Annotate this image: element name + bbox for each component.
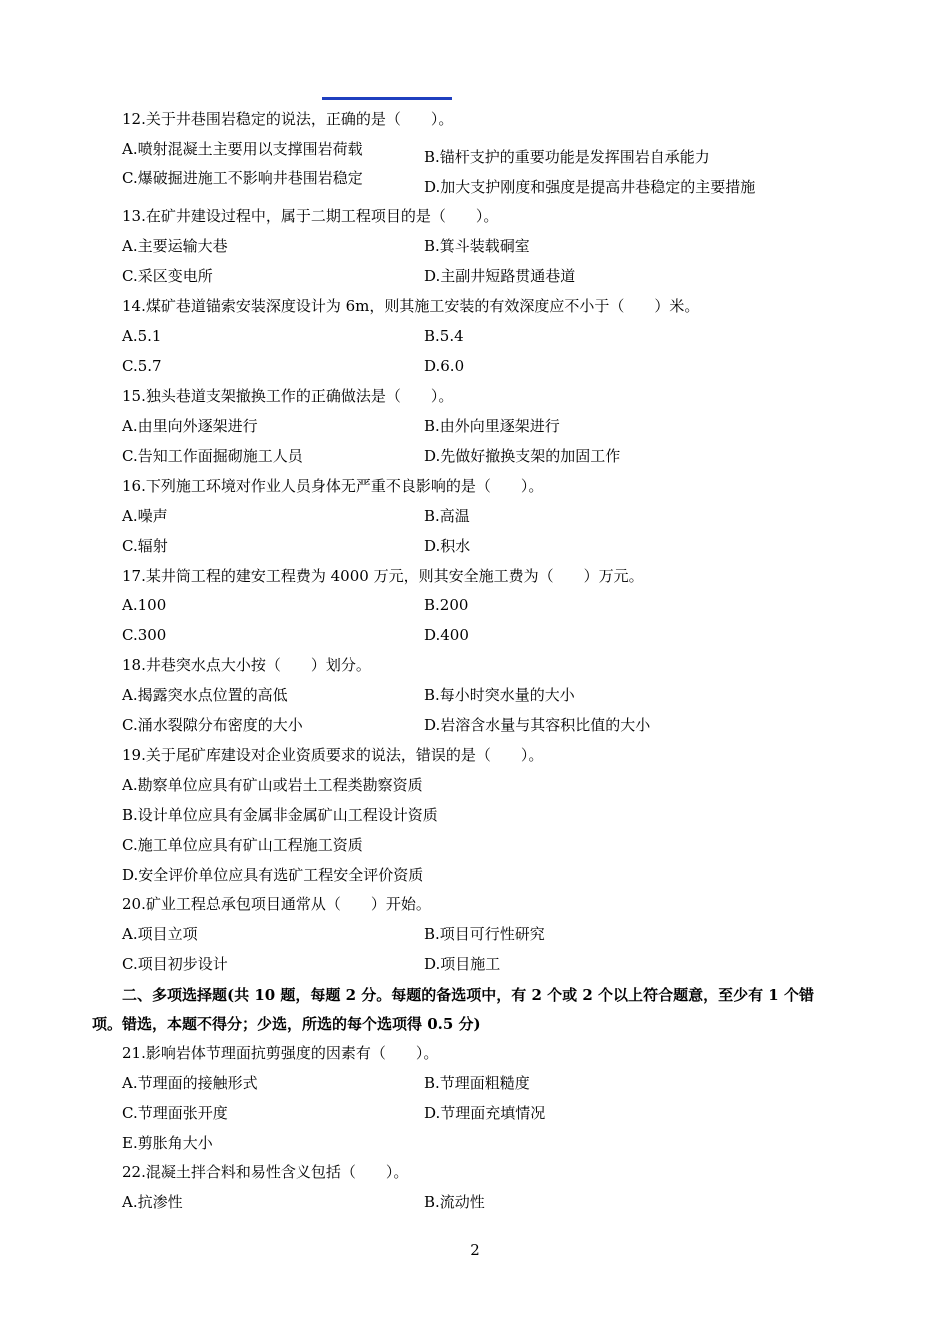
question-16-option-d: D.积水 [424,537,471,555]
question-14-option-b: B.5.4 [424,327,464,345]
question-21-option-b: B.节理面粗糙度 [424,1074,530,1092]
question-17-option-b: B.200 [424,596,469,614]
question-12-stem: 12.关于井巷围岩稳定的说法，正确的是（ ）。 [122,110,454,128]
page-number: 2 [470,1241,480,1259]
question-22-option-a: A.抗渗性 [122,1193,183,1211]
question-13-option-d: D.主副井短路贯通巷道 [424,267,576,285]
question-21-option-e: E.剪胀角大小 [122,1134,213,1152]
question-17-option-c: C.300 [122,626,167,644]
question-20-option-a: A.项目立项 [122,925,198,943]
question-20-stem: 20.矿业工程总承包项目通常从（ ）开始。 [122,895,431,913]
question-18-stem: 18.井巷突水点大小按（ ）划分。 [122,656,371,674]
question-21-option-a: A.节理面的接触形式 [122,1074,258,1092]
question-19-option-d: D.安全评价单位应具有选矿工程安全评价资质 [122,866,424,884]
question-13-option-b: B.箕斗装载硐室 [424,237,530,255]
question-14-option-c: C.5.7 [122,357,162,375]
question-18-option-c: C.涌水裂隙分布密度的大小 [122,716,303,734]
question-16-option-c: C.辐射 [122,537,168,555]
link-underline [322,97,452,100]
question-20-option-b: B.项目可行性研究 [424,925,545,943]
question-15-option-d: D.先做好撤换支架的加固工作 [424,447,621,465]
question-14-option-d: D.6.0 [424,357,465,375]
question-22-option-b: B.流动性 [424,1193,485,1211]
question-22-stem: 22.混凝土拌合料和易性含义包括（ ）。 [122,1163,409,1181]
question-13-option-c: C.采区变电所 [122,267,213,285]
question-16-stem: 16.下列施工环境对作业人员身体无严重不良影响的是（ ）。 [122,477,544,495]
section-heading-line-2: 项。错选，本题不得分；少选，所选的每个选项得 0.5 分) [92,1015,481,1033]
question-18-option-d: D.岩溶含水量与其容积比值的大小 [424,716,651,734]
question-18-option-a: A.揭露突水点位置的高低 [122,686,288,704]
question-16-option-a: A.噪声 [122,507,168,525]
question-12-option-a: A.喷射混凝土主要用以支撑围岩荷载 [122,140,363,158]
question-12-option-c: C.爆破掘进施工不影响井巷围岩稳定 [122,169,363,187]
question-17-stem: 17.某井筒工程的建安工程费为 4000 万元，则其安全施工费为（ ）万元。 [122,567,644,585]
question-19-stem: 19.关于尾矿库建设对企业资质要求的说法，错误的是（ ）。 [122,746,544,764]
question-15-option-c: C.告知工作面掘砌施工人员 [122,447,303,465]
question-15-stem: 15.独头巷道支架撤换工作的正确做法是（ ）。 [122,387,454,405]
question-16-option-b: B.高温 [424,507,470,525]
question-18-option-b: B.每小时突水量的大小 [424,686,575,704]
question-19-option-a: A.勘察单位应具有矿山或岩土工程类勘察资质 [122,776,423,794]
question-21-option-d: D.节理面充填情况 [424,1104,546,1122]
question-13-option-a: A.主要运输大巷 [122,237,228,255]
question-12-option-d: D.加大支护刚度和强度是提高井巷稳定的主要措施 [424,178,756,196]
question-19-option-c: C.施工单位应具有矿山工程施工资质 [122,836,363,854]
question-19-option-b: B.设计单位应具有金属非金属矿山工程设计资质 [122,806,438,824]
question-21-option-c: C.节理面张开度 [122,1104,228,1122]
question-15-option-b: B.由外向里逐架进行 [424,417,560,435]
section-heading-line-1: 二、多项选择题(共 10 题，每题 2 分。每题的备选项中，有 2 个或 2 个以上符合题意，至少有 1 个错 [122,986,814,1004]
question-15-option-a: A.由里向外逐架进行 [122,417,258,435]
question-20-option-d: D.项目施工 [424,955,501,973]
question-14-option-a: A.5.1 [122,327,162,345]
question-13-stem: 13.在矿井建设过程中，属于二期工程项目的是（ ）。 [122,207,499,225]
question-21-stem: 21.影响岩体节理面抗剪强度的因素有（ ）。 [122,1044,439,1062]
question-20-option-c: C.项目初步设计 [122,955,228,973]
question-14-stem: 14.煤矿巷道锚索安装深度设计为 6m，则其施工安装的有效深度应不小于（ ）米。 [122,297,700,315]
question-17-option-d: D.400 [424,626,469,644]
question-12-option-b: B.锚杆支护的重要功能是发挥围岩自承能力 [424,148,710,166]
question-17-option-a: A.100 [122,596,167,614]
